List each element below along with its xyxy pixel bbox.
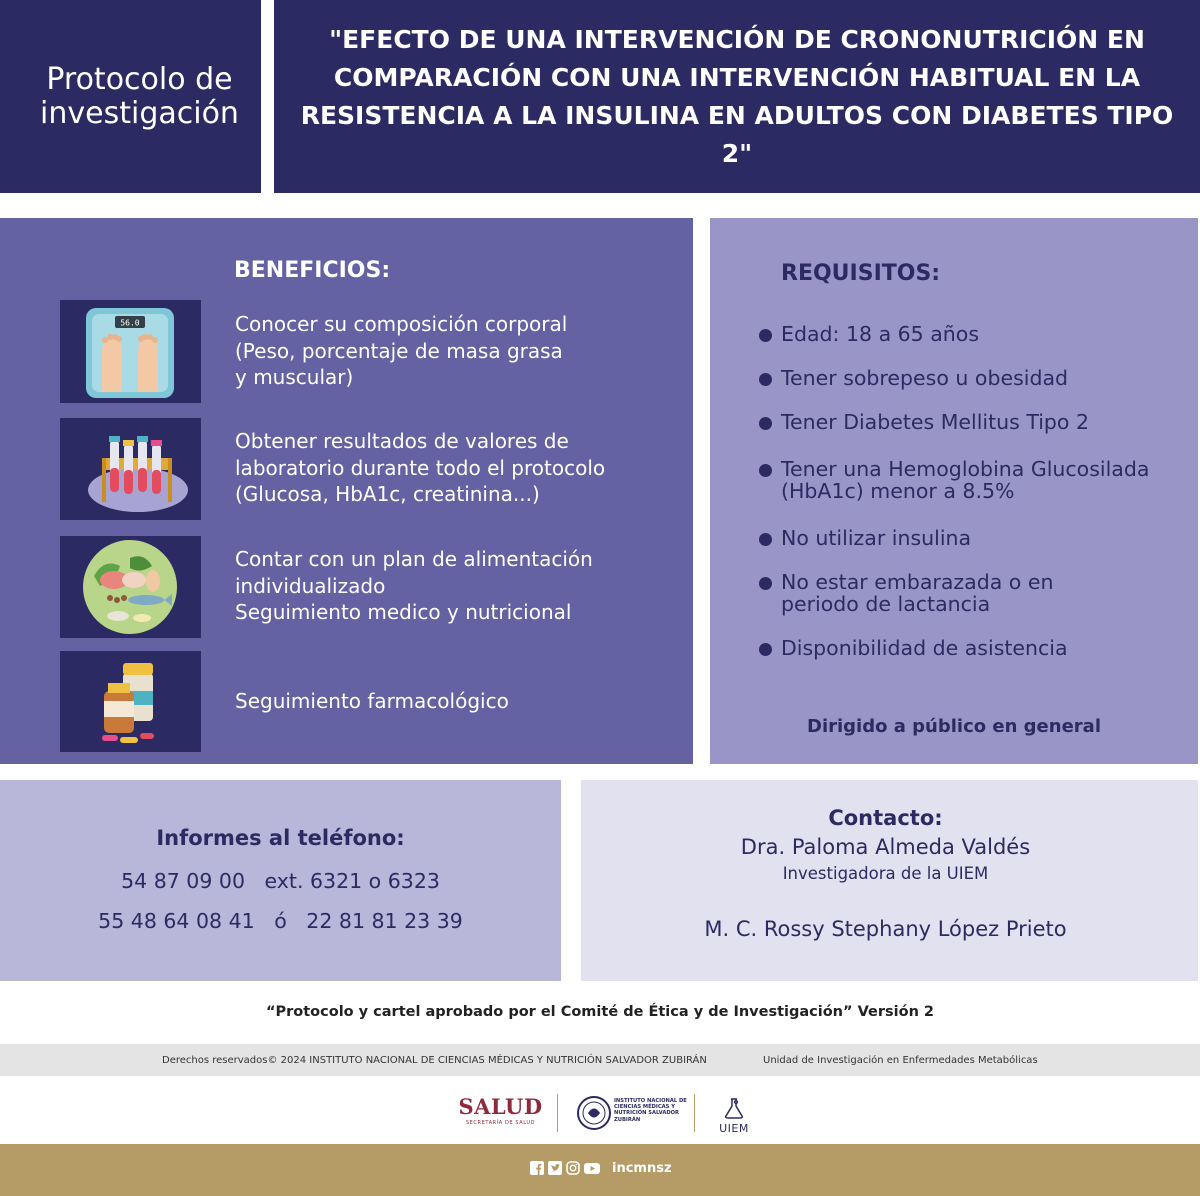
benefits-heading: BENEFICIOS:: [234, 258, 391, 283]
requirement-item: Tener sobrepeso u obesidad: [757, 367, 1187, 389]
test-tubes-icon: [60, 418, 201, 520]
food-plate-icon: [60, 536, 201, 638]
flask-icon: [722, 1096, 746, 1120]
requirement-item: No utilizar insulina: [757, 527, 1187, 549]
social-handle[interactable]: incmnsz: [612, 1160, 672, 1176]
bullet-icon: [759, 577, 772, 590]
title-box: [274, 0, 1200, 193]
requirement-item: No estar embarazada o en periodo de lactancia: [757, 571, 1097, 615]
medicine-icon: [60, 651, 201, 752]
requirement-item: Edad: 18 a 65 años: [757, 323, 1187, 345]
benefit-text-1: Conocer su composición corporal (Peso, porcentaje de masa grasa y muscular): [235, 312, 568, 389]
bullet-icon: [759, 417, 772, 430]
approval-note: “Protocolo y cartel aprobado por el Comité de Ética y de Investigación” Versión 2: [265, 1004, 935, 1020]
requirement-item: Tener Diabetes Mellitus Tipo 2: [757, 411, 1187, 433]
audience-note: Dirigido a público en general: [807, 716, 1101, 737]
twitter-icon[interactable]: [548, 1161, 562, 1175]
logo-divider: [557, 1094, 558, 1132]
bullet-icon: [759, 464, 772, 477]
protocol-label: Protocolo de investigación: [40, 61, 239, 131]
requirement-item: Disponibilidad de asistencia: [757, 637, 1187, 659]
instagram-icon[interactable]: [566, 1161, 580, 1175]
youtube-icon[interactable]: [584, 1161, 600, 1175]
benefit-text-4: Seguimiento farmacológico: [235, 689, 509, 713]
requirement-item: Tener una Hemoglobina Glucosilada (HbA1c) menor a 8.5%: [757, 458, 1187, 502]
phone-line-2[interactable]: 55 48 64 08 41 ó 22 81 81 23 39: [98, 909, 463, 933]
contact-role-1: Investigadora de la UIEM: [782, 864, 989, 883]
logo-divider: [694, 1094, 695, 1132]
unit-text: Unidad de Investigación en Enfermedades Metabólicas: [763, 1055, 1038, 1066]
rights-text: Derechos reservados© 2024 INSTITUTO NACIONAL DE CIENCIAS MÉDICAS Y NUTRICIÓN SALVADOR ZUBIRÁN: [162, 1055, 707, 1066]
benefit-text-2: Obtener resultados de valores de laboratorio durante todo el protocolo (Glucosa, HbA1c, creatinina...): [235, 429, 606, 506]
institute-logo: INSTITUTO NACIONAL DE CIENCIAS MÉDICAS Y NUTRICIÓN SALVADOR ZUBIRÁN: [576, 1092, 688, 1134]
bullet-icon: [759, 373, 772, 386]
facebook-icon[interactable]: [530, 1161, 544, 1175]
bullet-icon: [759, 329, 772, 342]
benefit-text-3: Contar con un plan de alimentación individualizado Seguimiento medico y nutricional: [235, 547, 593, 624]
bullet-icon: [759, 533, 772, 546]
phone-heading: Informes al teléfono:: [156, 826, 405, 850]
contact-heading: Contacto:: [828, 806, 943, 830]
bullet-icon: [759, 643, 772, 656]
social-links: [530, 1160, 672, 1176]
scale-display: 56.0: [120, 318, 140, 328]
protocol-label-box: [0, 0, 261, 193]
salud-logo: SALUD SECRETARÍA DE SALUD: [458, 1094, 543, 1126]
contact-name-1: Dra. Paloma Almeda Valdés: [740, 835, 1031, 859]
institute-seal-icon: [576, 1092, 612, 1134]
requirements-heading: REQUISITOS:: [781, 261, 941, 286]
rights-bar: [0, 1044, 1200, 1076]
contact-name-2: M. C. Rossy Stephany López Prieto: [704, 917, 1067, 941]
study-title: "EFECTO DE UNA INTERVENCIÓN DE CRONONUTRICIÓN EN COMPARACIÓN CON UNA INTERVENCIÓN HABITUAL EN LA RESISTENCIA A LA INSULINA EN ADULTOS CON DIABETES TIPO 2": [300, 24, 1174, 168]
phone-line-1[interactable]: 54 87 09 00 ext. 6321 o 6323: [121, 869, 440, 893]
scale-icon: [60, 300, 201, 403]
uiem-logo: UIEM: [712, 1096, 756, 1135]
